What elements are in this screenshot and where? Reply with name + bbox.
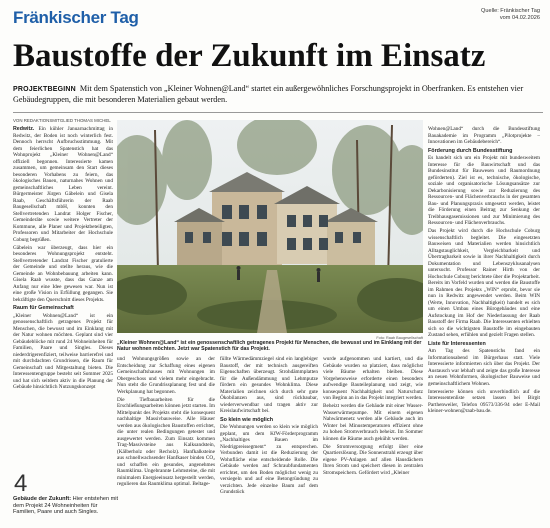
paragraph: Wohnen@Land“ durch die Bundesstiftung Bauakademie im Programm „Pilotprojekte – Innovationen im Gebäudebereich“. [428, 126, 540, 145]
note-label: Gebäude der Zukunft: [13, 496, 72, 502]
paragraph: Beheizt werden die Gebäude mit einer Wasser-Wasserwärmepumpe. Mit einem eigenen Nahwärmenetz werden alle Gebäude auch im Winter bei Minustemperaturen effizient ohne zu hohen Stromverbrauch beheizt. Im Sommer können die Räume auch gekühlt werden. [323, 403, 423, 442]
paragraph: wurde aufgenommen und kartiert, und die Gebäude wurden so platziert, dass möglichst viele Bäume erhalten bleiben. Diese Vorgehensweise erforderte einen besonders aufwendige Bauteileplanung und zeigt, wie konsequent Nachhaltigkeit und Naturschutz von Beginn an in das Projekt integriert werden. [323, 356, 423, 401]
source-info [481, 8, 540, 22]
lead-text: Mit dem Spatenstich von „Kleiner Wohnen@Land“ startet ein außergewöhnliches Forschungsprojekt in Oberfranken. Es entstehen vier Gebäudegruppen, die mit besonderen Materialien gebaut werden. [13, 84, 524, 104]
divider-rule [13, 112, 543, 113]
paragraph: „Kleiner Wohnen@Land“ ist ein genossenschaftlich getragenes Projekt für Menschen, die bewusst und im Einklang mit der Natur wohnen möchten. Geplant sind vier Gebäudeblöcke mit rund 24 Wohneinheiten für Familien, Paare und Singles. Dieses niederdrigerenfiziert, teilweise barrierefrei und mit durchdachten Grundrissen, die Raum für Gemeinschaft und Mitgestaltung bieten. Die Interessentengruppe besteht seit Sommer 2025 und hat sich seitdem aktiv in die Planung der Gebäude hinsichtlich Nutzungskonzept [13, 312, 113, 390]
paragraph-text: Ein kühler Januarnachmittag in Redwitz, der Boden ist noch winterlich fest. Dennoch herrscht Aufbruchsstimmung. Mit dem feierlichen Spatenstich hat das Wohnprojekt „Kleiner Wohnen@Land“ offiziell begonnen. Interessierte kamen zusammen, um gemeinsam den Start dieses besonderen Vorhabens zu feiern, das ökologisches Bauen, naturnahes Wohnen und gemeinschaftliches Leben vereint. Bürgermeister Jürgen Gäbelein und Gisela Raab, Geschäftsführerin der Raab Baugesellschaft mbH, konnten den Stellvertretenden Landrat Holger Fischer, Gemeinderäte sowie weitere Vertreter der Kommune, alle Planer und Projektbeteiligten, Professoren und Mitarbeiter der Hochschule Coburg begrüßen. [13, 126, 113, 243]
article-column-2 [117, 356, 215, 524]
paragraph: Die Wohnungen werden so klein wie möglich geplant, um dem KfW-Förderprogramm „Nachhaltiges Bauen im Niedrigpreissegment“ zu entsprechen. Verbunden damit ist die Reduzierung der Wohnfläche eine entscheidende Rolle. Die Gebäude werden auf Schraubfundamenten errichtet, um den Boden möglichst wenig zu versiegeln und auf eine Betongründung zu verzichten. Jede einzelne Baum auf dem Grundstück [220, 424, 318, 495]
subheading: Förderung durch Bundesstiftung [428, 147, 513, 154]
source-line: Quelle: Fränkischer Tag [481, 8, 540, 14]
article-column-5 [428, 126, 540, 524]
paragraph: Am Tag des Spatenstichs fand ein Informationsabend im Bürgerhaus statt. Viele Interessierte informierten sich über das Projekt. Der Austausch war lebhaft und zeigte das große Interesse an neuen Wohnformen, ökologischer Bauweise und gemeinschaftlichem Wohnen. [428, 348, 540, 387]
paragraph: Die Stromversorgung erfolgt über eine Quartierslösung. Die Sonnenstrahl erzeugt über eigene PV-Anlagen auf allen Hausdächern Ihren Strom und speichert diesen in zentralen Stromspeichern. Gefördert wird „Kleiner [323, 443, 423, 476]
paragraph: füllte Wärmedämmziegel sind ein langlebiger Baustoff, der mit technisch ausgereiften Eigenschaften überzeugt. Strohdämmplatten für die Außendämmung und Lehmputze fördern ein gesundes Wohnklima. Diese Materialien zeichnen sich durch sehr gute Ökobilanzen aus, sind rückbaubar, wiederverwendbar und tragen aktiv zur Kreislaufwirtschaft bei. [220, 356, 318, 414]
paragraph: Die Tiefbauarbeiten für die Erschließungsarbeiten können jetzt starten. Im Mittelpunkt des Projekts steht die konsequent nachhaltige Massivbauweise. Alle Häuser werden aus ökologischen Baustoffen errichtet, die unter realen Bedingungen getestet und ausgewertet werden. Zum Einsatz kommen Trag-Massivsteine aus Kalksandstein, (Kälberholz oder Recholz). Hanfkalksteine aus schnellwachsender Hanfkaser binden CO₂ und schaffen ein gesundes, angenehmes Raumklima. Ungebrannte Lehmsteine, die mit minimalem Energieeinsatz hergestellt werden, regulieren das Raumklima optimal. Beltage- [117, 396, 215, 487]
paragraph: Es handelt sich um ein Projekt mit bundesweitem Interesse für die Bauwirtschaft und das Bundesinstitut für Bauwesen und Raumordnung geförderten). Ziel ist es, technische, ökologische, soziale und organisatorische Lösungsansätze zur Dekarbonisierung sowie zur Reduzierung des Ressourcen- und Flächenverbrauchs in der gesamten Bau- und Planungspraxis umgesetzt werden, leistet die Förderung einen Beitrag zur Senkung der Treibhausgasemissionen und zur Minimierung des Ressourcen- und Flächenverbrauchs. [428, 155, 540, 226]
article-column-4 [323, 356, 423, 524]
article-lead [13, 84, 541, 105]
subheading: Raum für Gemeinschaft [13, 305, 74, 311]
subheading: Liste für Interessenten [428, 340, 486, 347]
masthead-logo: Fränkischer Tag [13, 8, 139, 27]
note-text: Hier entstehen mit dem Projekt 24 Wohneinheiten für Familien, Paare und auch Singles. [13, 496, 119, 516]
photo-credit: Foto: Raab Baugesellschaft [376, 336, 423, 340]
article-photo [117, 120, 423, 333]
byline: VON REDAKTIONSMITGLIED THOMAS MICHEL [13, 118, 111, 123]
article-column-1 [13, 126, 113, 466]
page-number: 4 [14, 470, 28, 497]
source-date: vom 04.02.2026 [499, 15, 540, 21]
paragraph: Das Projekt wird durch die Hochschule Coburg wissenschaftlich begleitet. Die eingesetzten Bauweisen und Materialien werden hinsichtlich Alltagstauglichkeit, Vergleichbarkeit und Übertragbarkeit sowie in ihrer Nachhaltigkeit durch Dokumentation und Lebenszyklusanalysen untersucht. Professor Rainer Hirth von der Hochschule Coburg berichtete über die Projektarbeit. Bereits im Vorfeld wurden und werden die Baustoffe im Rahmen des Projekts „WIN“ erprobt, bevor sie nun in Redwitz angewendet werden. Beim WIN (Werte, Innovation, Nachhaltigkeit) handelt es sich um einen Umbau eines Bürogebäudes und eine Aufstockung im Hof der Niederlassung der Raab Baustoff der Firma Raab. Die Interessenten erhielten sich so die wichtigsten Baustoffe im eingebauten Zustand sehen, erfühlen und gezielt Fragen stellen. [428, 228, 540, 338]
paragraph: und Wohnungsgrößen sowie an der Entscheidung zur Schaffung eines eigenen Gemeinschaftshauses mit Wohnungen im Obergeschoss und vielem mehr eingebracht. Nun steht die Grundrissplanung fest und die Werkplanung hat begonnen. [117, 356, 215, 395]
photo-caption: „Kleiner Wohnen@Land“ ist ein genossenschaftlich getragenes Projekt für Menschen, die bewusst und im Einklang mit der Natur wohnen möchten. Jetzt war Spatenstich für das Projekt. [117, 340, 422, 353]
subheading: So klein wie möglich [220, 416, 274, 423]
article-column-3 [220, 356, 318, 524]
paragraph: Interessierte können sich unverbindlich auf die Interessentenliste setzen lassen bei Birgit Parthenweiler, Telefon 09573/336-94 oder E-Mail kleiner-wohnen@raab-bau.de. [428, 388, 540, 414]
dateline: Redwitz. [13, 126, 35, 132]
lead-kicker: PROJEKTBEGINN [13, 86, 76, 93]
paragraph [13, 126, 113, 243]
paragraph: Gäbelein war überzeugt, dass hier ein besonderes Wohnungsprojekt entsteht. Stellvertretender Landrat Fischer gratulierte der Gemeinde und stellte heraus, wie die Gemeinde an Wohnbebauung arbeiten kann. Gisela Raab wusste, dass das Ganze am Anfang nur eine Idee gewesen war. Nun ist eine große Vision in Erfüllung gegangen. Sie bekräftigte den Querschnitt dieses Projekts. [13, 244, 113, 303]
article-headline: Baustoffe der Zukunft im Einsatz [13, 38, 486, 74]
side-note [13, 496, 121, 516]
